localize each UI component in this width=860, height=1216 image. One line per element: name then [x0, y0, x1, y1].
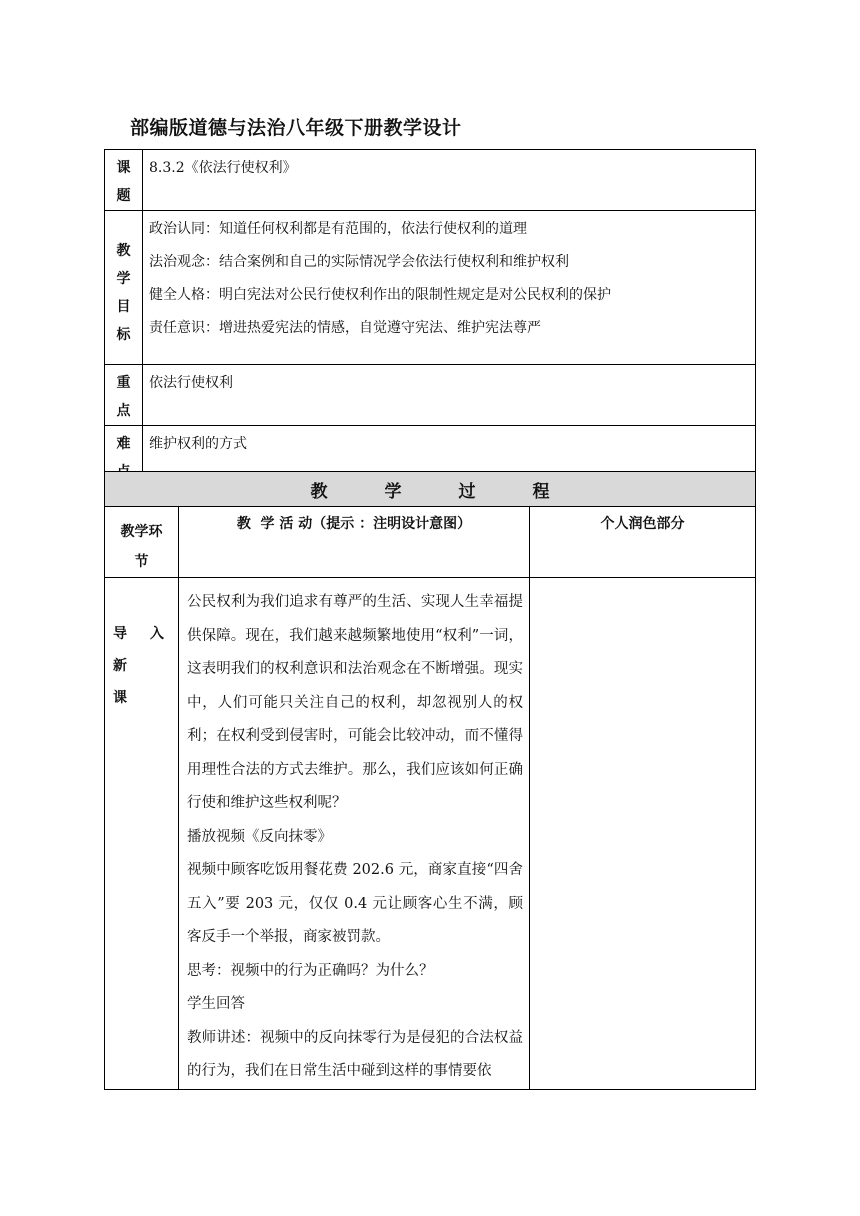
- personal-cell: [530, 578, 756, 1090]
- activity-paragraph: 思考：视频中的行为正确吗？为什么？: [187, 962, 434, 979]
- activity-paragraph: 视频中顾客吃饭用餐花费 202.6 元，商家直接“四舍五入”要 203 元，仅仅 0.4 元让顾客心生不满，顾客反手一个举报，商家被罚款。: [187, 862, 523, 945]
- difficulty-label: 难: [105, 426, 143, 487]
- goal-item: 法治观念：结合案例和自己的实际情况学会依法行使权利和维护权利: [149, 254, 569, 270]
- stage-cell: 导 入 新 课: [105, 578, 179, 1090]
- goal-item: 责任意识：增进热爱宪法的情感，自觉遵守宪法、维护宪法尊严: [149, 320, 541, 336]
- column-header-row: [105, 507, 756, 578]
- activity-paragraph: 播放视频《反向抹零》: [187, 828, 332, 845]
- goal-item: 健全人格：明白宪法对公民行使权利作出的限制性规定是对公民权利的保护: [149, 287, 611, 303]
- goals-label: 教 学 目 标: [105, 211, 143, 365]
- activity-paragraph: 公民权利为我们追求有尊严的生活、实现人生幸福提供保障。现在，我们越来越频繁地使用“权利”一词，这表明我们的权利意识和法治观念在不断增强。现实中，人们可能只关注自己的权利，却忽视别人的权利；在权利受到侵害时，可能会比较冲动，而不懂得用理性合法的方式去维护。那么，我们应该如何正确行使和维护这些权利呢？: [187, 594, 523, 811]
- topic-label: 课 题: [105, 150, 143, 211]
- key-point-row: [105, 365, 756, 426]
- stage-column-header: 教学环 节: [105, 507, 179, 578]
- activity-column-header: 教 学 活 动（提示 ：注明设计意图）: [179, 507, 530, 578]
- activity-cell: [179, 578, 530, 1090]
- key-point-label: 重 点: [105, 365, 143, 426]
- lesson-info-table: [104, 149, 756, 487]
- difficulty-value: 维护权利的方式: [143, 426, 756, 487]
- goals-row: [105, 211, 756, 365]
- key-point-value: 依法行使权利: [143, 365, 756, 426]
- teaching-process-table: [104, 471, 756, 1090]
- activity-paragraph: 学生回答: [187, 996, 245, 1012]
- table-row: [105, 578, 756, 1090]
- activity-paragraph: 教师讲述：视频中的反向抹零行为是侵犯的合法权益的行为，我们在日常生活中碰到这样的事情要依: [187, 1029, 523, 1079]
- personal-column-header: 个人润色部分: [530, 507, 756, 578]
- process-header-row: [105, 472, 756, 507]
- goal-item: 政治认同：知道任何权利都是有范围的，依法行使权利的道理: [149, 221, 527, 237]
- topic-value: 8.3.2《依法行使权利》: [143, 150, 756, 211]
- document-title: 部编版道德与法治八年级下册教学设计: [130, 117, 462, 139]
- goals-list: [143, 211, 756, 365]
- process-header: 教 学 过 程: [105, 472, 756, 507]
- topic-row: [105, 150, 756, 211]
